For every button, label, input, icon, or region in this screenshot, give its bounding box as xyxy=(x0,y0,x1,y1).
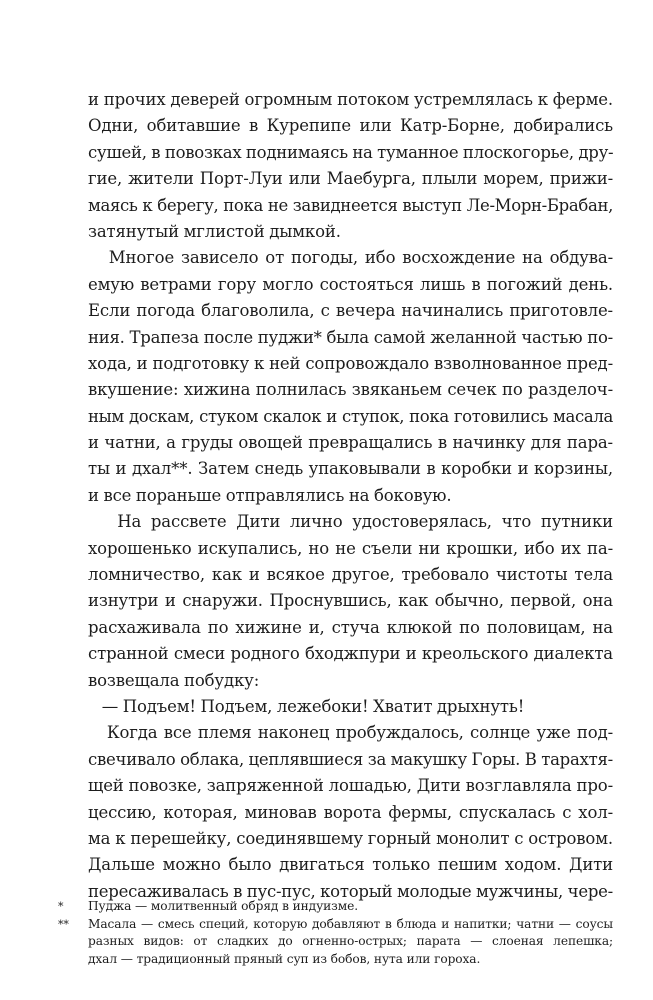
paragraph xyxy=(88,509,613,694)
text-line: — Подъем! Подъем, лежебоки! Хватит дрыхнуть! xyxy=(88,696,525,716)
text-line: и все пораньше отправлялись на боковую. xyxy=(88,485,452,505)
text-line: ния. Трапеза после пуджи* была самой желанной частью по- xyxy=(88,327,613,347)
text-line: возвещала побудку: xyxy=(88,670,260,690)
text-line: свечивало облака, цеплявшиеся за макушку Горы. В тарахтя- xyxy=(88,749,613,769)
text-line: маясь к берегу, пока не завиднеется выступ Ле-Морн-Брабан, xyxy=(88,195,613,215)
text-line: На рассвете Дити лично удостоверялась, что путники xyxy=(88,512,613,532)
text-line: затянутый мглистой дымкой. xyxy=(88,221,341,241)
footnote-mark: * xyxy=(58,900,64,913)
footnote-line: Пуджа — молитвенный обряд в индуизме. xyxy=(88,899,358,913)
text-line: щей повозке, запряженной лошадью, Дити возглавляла про- xyxy=(88,776,613,796)
text-line: хода, и подготовку к ней сопровождало взволнованное пред- xyxy=(88,353,613,373)
text-line: Если погода благоволила, с вечера начинались приготовле- xyxy=(88,301,613,321)
text-line: цессию, которая, миновав ворота фермы, спускалась с хол- xyxy=(88,802,613,822)
text-line: емую ветрами гору могло состояться лишь в погожий день. xyxy=(88,274,613,294)
text-line: изнутри и снаружи. Проснувшись, как обычно, первой, она xyxy=(88,591,613,611)
paragraph xyxy=(88,87,613,245)
text-line: Когда все племя наконец пробуждалось, солнце уже под- xyxy=(88,723,613,743)
text-line: вкушение: хижина полнилась звяканьем сечек по разделоч- xyxy=(88,380,613,400)
text-line: пересаживалась в пус-пус, который молодые мужчины, чере- xyxy=(88,881,613,901)
text-line: расхаживала по хижине и, стуча клюкой по половицам, на xyxy=(88,617,613,637)
footnote-line: дхал — традиционный пряный суп из бобов, нута или гороха. xyxy=(88,951,481,966)
paragraph xyxy=(88,720,613,905)
text-line: Одни, обитавшие в Курепипе или Катр-Борне, добирались xyxy=(88,116,613,136)
text-line: и чатни, а груды овощей превращались в начинку для пара- xyxy=(88,433,613,453)
text-line: Многое зависело от погоды, ибо восхождение на обдува- xyxy=(88,248,613,268)
footnote-line: разных видов: от сладких до огненно-острых; парата — слоеная лепешка; xyxy=(88,934,613,949)
text-line: Дальше можно было двигаться только пешим ходом. Дити xyxy=(88,855,613,875)
footnote-line: Масала — смесь специй, которую добавляют в блюда и напитки; чатни — соусы xyxy=(88,916,613,931)
text-line: ма к перешейку, соединявшему горный монолит с островом. xyxy=(88,828,613,848)
footnotes xyxy=(58,898,613,968)
text-line: сушей, в повозках поднимаясь на туманное плоскогорье, дру- xyxy=(88,142,614,162)
paragraph xyxy=(88,245,613,509)
footnote xyxy=(58,898,613,916)
paragraph xyxy=(88,694,613,720)
text-line: странной смеси родного бходжпури и креольского диалекта xyxy=(88,644,613,664)
text-line: хорошенько искупались, но не съели ни крошки, ибо их па- xyxy=(88,538,613,558)
body-text xyxy=(88,87,613,905)
text-line: гие, жители Порт-Луи или Маебурга, плыли морем, прижи- xyxy=(88,169,613,189)
text-line: ломничество, как и всякое другое, требовало чистоты тела xyxy=(88,565,613,585)
text-line: и прочих деверей огромным потоком устремлялась к ферме. xyxy=(88,90,613,109)
footnote xyxy=(58,916,613,969)
text-line: ты и дхал**. Затем снедь упаковывали в коробки и корзины, xyxy=(88,459,613,479)
footnote-mark: ** xyxy=(58,917,69,931)
text-line: ным доскам, стуком скалок и ступок, пока готовились масала xyxy=(88,406,613,426)
